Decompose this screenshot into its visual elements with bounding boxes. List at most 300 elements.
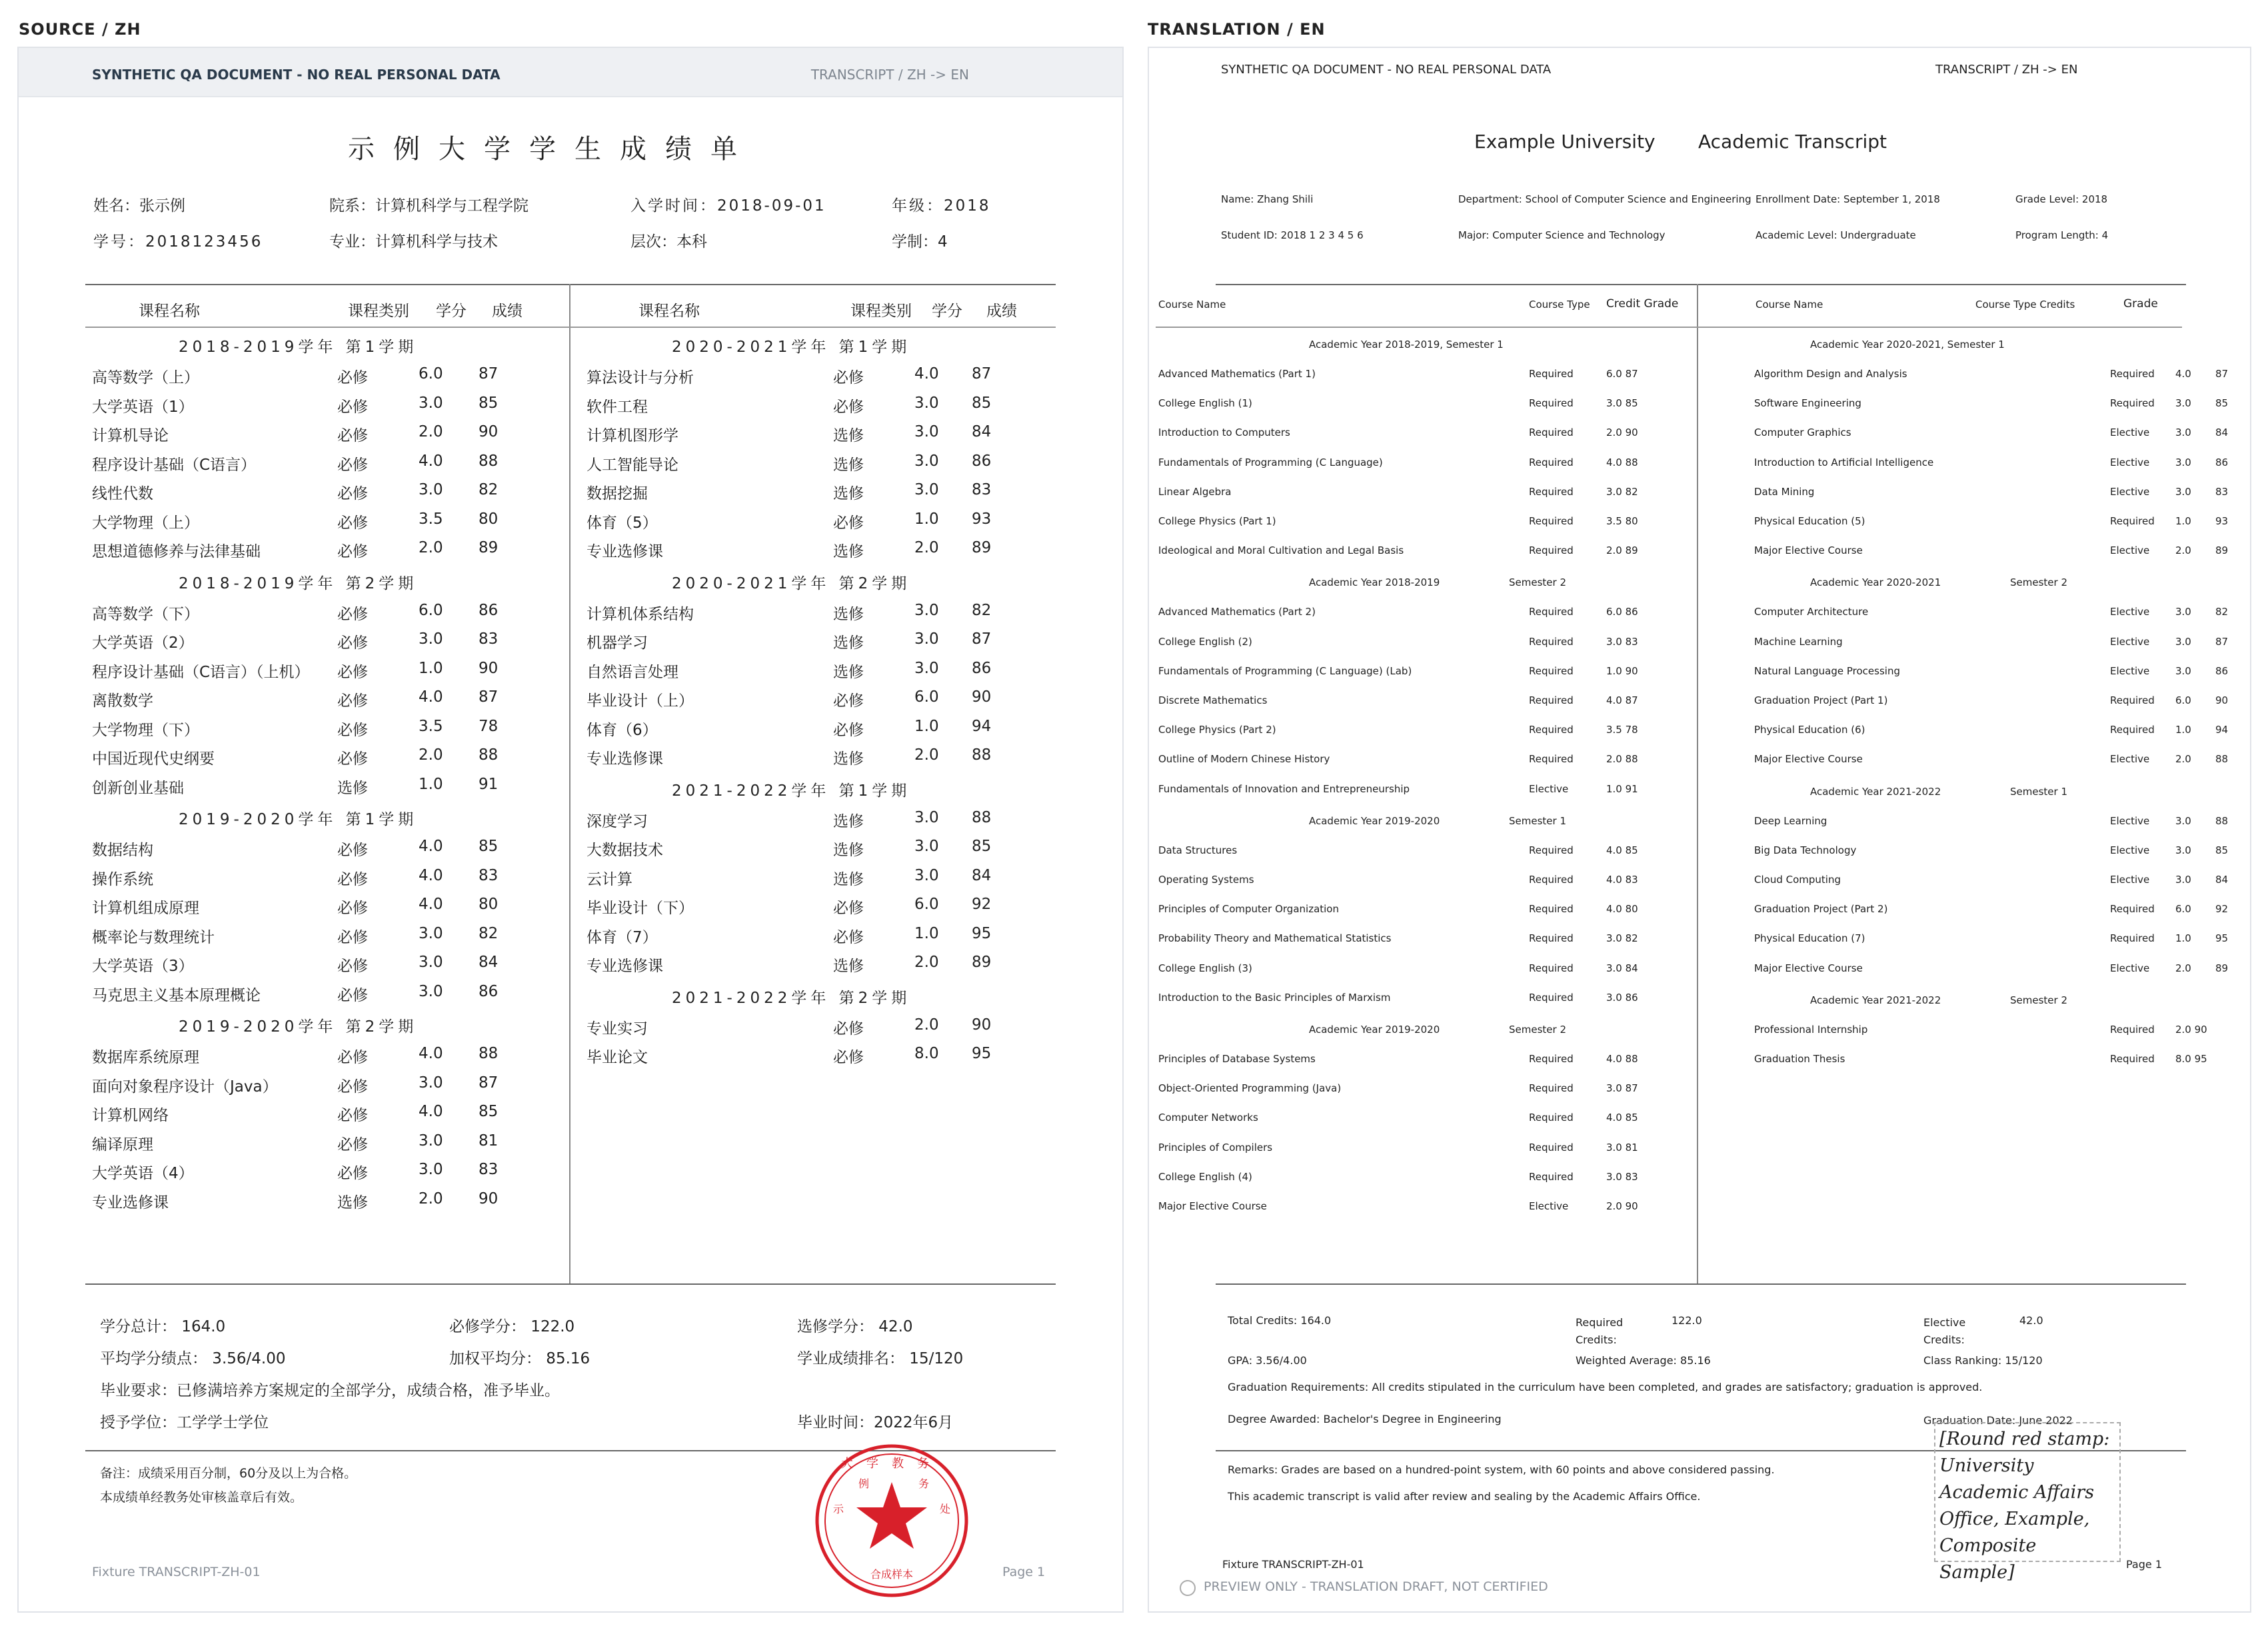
zh-remark-2: 本成绩单经教务处审核盖章后有效。	[100, 1490, 303, 1505]
zh-required-credits: 必修学分： 122.0	[449, 1318, 575, 1335]
en-course-credit: 2.0 90	[1606, 426, 1638, 439]
zh-course-grade: 85	[479, 1103, 499, 1120]
zh-course-credit: 6.0	[914, 896, 939, 913]
en-course-name: Principles of Database Systems	[1158, 1053, 1316, 1065]
en-course-credit: 3.0 82	[1606, 932, 1638, 945]
zh-course-grade: 87	[479, 1074, 499, 1092]
zh-semester-title: 2018-2019学年 第2学期	[179, 574, 418, 592]
en-semester-title: Academic Year 2021-2022	[1810, 785, 1941, 798]
en-course-type: Elective	[2110, 664, 2150, 677]
zh-course-credit: 3.0	[419, 924, 443, 942]
zh-course-type: 必修	[337, 900, 368, 917]
zh-total-credits: 学分总计： 164.0	[100, 1318, 226, 1335]
en-semester-title-2: Semester 2	[1509, 576, 1566, 589]
svg-text:例: 例	[858, 1477, 870, 1490]
en-course-name: Major Elective Course	[1754, 962, 1863, 974]
en-course-credit: 3.0	[2175, 664, 2191, 677]
zh-dept: 院系：计算机科学与工程学院	[329, 197, 529, 215]
en-semester-title: Academic Year 2018-2019	[1309, 576, 1440, 589]
en-course-type: Required	[1529, 544, 1574, 557]
zh-course-credit: 2.0	[419, 1190, 443, 1208]
en-course-credit: 6.0 86	[1606, 606, 1638, 618]
en-course-name: Fundamentals of Programming (C Language)	[1158, 456, 1383, 468]
zh-course-type: 必修	[337, 750, 368, 768]
en-course-name: Principles of Compilers	[1158, 1141, 1273, 1154]
en-course-name: Major Elective Course	[1754, 753, 1863, 766]
en-course-credit: 1.0 91	[1606, 782, 1638, 795]
zh-colhead-right-3: 成绩	[986, 303, 1017, 320]
en-required-label: Required Credits:	[1576, 1316, 1624, 1346]
en-course-credit: 4.0 88	[1606, 1053, 1638, 1065]
en-course-name: Linear Algebra	[1158, 485, 1232, 498]
zh-course-name: 大学物理（下）	[92, 721, 199, 739]
en-course-name: Graduation Project (Part 2)	[1754, 903, 1888, 916]
zh-course-credit: 3.0	[914, 394, 939, 412]
en-remark-1: Remarks: Grades are based on a hundred-point system, with 60 points and above considered passing.	[1228, 1463, 1775, 1476]
zh-course-credit: 2.0	[914, 954, 939, 971]
en-course-name: Natural Language Processing	[1754, 664, 1900, 677]
en-course-type: Elective	[2110, 426, 2150, 439]
zh-course-name: 大学英语（2）	[92, 634, 194, 652]
en-course-type: Required	[1529, 753, 1574, 766]
en-title-university: Example University	[1474, 131, 1656, 153]
zh-course-name: 大学英语（4）	[92, 1165, 194, 1182]
en-page-number: Page 1	[2126, 1558, 2162, 1571]
en-course-grade: 89	[2215, 962, 2229, 974]
zh-course-name: 体育（6）	[586, 721, 658, 739]
zh-course-name: 毕业设计（下）	[586, 900, 694, 917]
en-course-name: College English (3)	[1158, 962, 1252, 974]
zh-course-grade: 90	[972, 1016, 992, 1034]
en-course-credit: 4.0 85	[1606, 1112, 1638, 1124]
zh-course-credit: 4.0	[419, 1045, 443, 1062]
en-course-name: Principles of Computer Organization	[1158, 903, 1339, 916]
zh-course-type: 选修	[833, 634, 864, 652]
en-course-credit: 3.0 84	[1606, 962, 1638, 974]
zh-course-name: 专业选修课	[586, 958, 663, 975]
en-colhead-name-left: Course Name	[1158, 299, 1226, 311]
zh-course-type: 必修	[337, 958, 368, 975]
zh-semester-title: 2019-2020学年 第1学期	[179, 811, 418, 828]
zh-course-credit: 1.0	[914, 924, 939, 942]
zh-colhead-left-2: 学分	[436, 303, 467, 320]
translation-panel-label: TRANSLATION / EN	[1148, 20, 1326, 39]
zh-grade: 年级：2018	[892, 197, 991, 215]
zh-course-grade: 85	[972, 394, 992, 412]
en-course-name: Computer Architecture	[1754, 606, 1869, 618]
en-course-name: Ideological and Moral Cultivation and Legal Basis	[1158, 544, 1404, 557]
en-course-credit: 3.0	[2175, 814, 2191, 827]
zh-course-type: 选修	[833, 456, 864, 474]
en-semester-title-2: Semester 2	[2010, 994, 2067, 1006]
en-course-name: Computer Graphics	[1754, 426, 1851, 439]
zh-course-credit: 3.0	[914, 659, 939, 677]
zh-course-grade: 88	[479, 746, 499, 764]
en-course-grade: 85	[2215, 397, 2229, 410]
zh-major: 专业：计算机科学与技术	[329, 233, 498, 251]
zh-course-credit: 3.0	[419, 1074, 443, 1092]
en-course-grade: 93	[2215, 515, 2229, 527]
zh-course-grade: 84	[479, 954, 499, 971]
zh-course-grade: 82	[479, 924, 499, 942]
zh-course-type: 选修	[337, 1194, 368, 1212]
en-course-credit: 3.5 80	[1606, 515, 1638, 527]
zh-course-credit: 6.0	[419, 601, 443, 619]
zh-course-grade: 87	[972, 630, 992, 648]
zh-course-type: 选修	[833, 663, 864, 681]
zh-course-grade: 90	[479, 1190, 499, 1208]
zh-course-type: 必修	[833, 1049, 864, 1066]
en-course-credit: 4.0	[2175, 368, 2191, 380]
en-course-type: Elective	[1529, 782, 1569, 795]
en-course-name: Algorithm Design and Analysis	[1754, 368, 1907, 380]
zh-course-name: 软件工程	[586, 398, 648, 416]
zh-course-credit: 3.0	[914, 452, 939, 470]
zh-course-credit: 4.0	[419, 452, 443, 470]
zh-course-credit: 4.0	[914, 365, 939, 383]
zh-course-grade: 81	[479, 1132, 499, 1150]
zh-course-grade: 88	[479, 452, 499, 470]
en-course-credit: 2.0 88	[1606, 753, 1638, 766]
en-course-type: Required	[1529, 368, 1574, 380]
en-colhead-grade-right: Grade	[2123, 297, 2158, 311]
en-course-type: Required	[2110, 724, 2155, 736]
zh-course-type: 必修	[337, 456, 368, 474]
zh-course-name: 概率论与数理统计	[92, 928, 215, 946]
zh-course-grade: 87	[972, 365, 992, 383]
en-semester-title-2: Semester 2	[1509, 1024, 1566, 1036]
zh-course-grade: 90	[479, 423, 499, 440]
en-course-type: Required	[1529, 724, 1574, 736]
en-course-name: Fundamentals of Programming (C Language) (Lab)	[1158, 664, 1412, 677]
zh-course-type: 必修	[337, 634, 368, 652]
en-total-credits: Total Credits: 164.0	[1228, 1314, 1332, 1327]
zh-enroll: 入学时间：2018-09-01	[630, 197, 826, 215]
en-dept: Department: School of Computer Science and Engineering	[1458, 193, 1751, 205]
en-course-name: Major Elective Course	[1754, 544, 1863, 557]
zh-course-type: 必修	[337, 870, 368, 888]
en-course-name: Outline of Modern Chinese History	[1158, 753, 1330, 766]
en-course-type: Required	[1529, 874, 1574, 886]
en-course-name: Cloud Computing	[1754, 874, 1841, 886]
en-semester-title-2: Semester 1	[2010, 785, 2067, 798]
en-course-type: Required	[1529, 1082, 1574, 1095]
zh-title: 示例大学学生成绩单	[348, 134, 756, 165]
en-length: Program Length: 4	[2015, 229, 2109, 241]
en-course-credit: 3.0	[2175, 844, 2191, 856]
zh-course-name: 马克思主义基本原理概论	[92, 986, 261, 1004]
en-grade: Grade Level: 2018	[2015, 193, 2108, 205]
zh-course-name: 编译原理	[92, 1136, 153, 1154]
zh-course-credit: 3.0	[914, 838, 939, 855]
zh-course-name: 面向对象程序设计（Java）	[92, 1078, 278, 1096]
en-semester-title-2: Semester 2	[2010, 576, 2067, 589]
en-course-type: Required	[1529, 426, 1574, 439]
en-elective-value: 42.0	[2019, 1314, 2043, 1327]
zh-course-name: 线性代数	[92, 485, 153, 502]
zh-course-type: 选修	[833, 870, 864, 888]
en-course-credit: 1.0	[2175, 932, 2191, 945]
zh-colhead-left-1: 课程类别	[348, 303, 409, 320]
en-course-type: Required	[1529, 635, 1574, 648]
zh-course-type: 必修	[337, 1049, 368, 1066]
en-course-type: Required	[1529, 397, 1574, 410]
en-course-type: Required	[1529, 1112, 1574, 1124]
en-course-name: College Physics (Part 1)	[1158, 515, 1276, 527]
en-course-credit: 2.0 89	[1606, 544, 1638, 557]
zh-course-credit: 6.0	[914, 688, 939, 706]
en-course-name: College English (4)	[1158, 1170, 1252, 1183]
en-course-name: Machine Learning	[1754, 635, 1843, 648]
zh-course-type: 必修	[833, 900, 864, 917]
en-semester-title: Academic Year 2018-2019, Semester 1	[1309, 339, 1504, 351]
en-course-grade: 84	[2215, 426, 2229, 439]
zh-course-name: 专业实习	[586, 1020, 648, 1038]
zh-course-name: 深度学习	[586, 812, 648, 830]
en-course-credit: 3.0	[2175, 426, 2191, 439]
zh-course-type: 选修	[833, 958, 864, 975]
en-course-type: Required	[1529, 456, 1574, 468]
en-course-credit: 6.0	[2175, 694, 2191, 706]
zh-course-credit: 3.0	[914, 481, 939, 498]
source-panel-label: SOURCE / ZH	[19, 20, 141, 39]
en-course-type: Required	[2110, 368, 2155, 380]
en-course-grade: 88	[2215, 814, 2229, 827]
zh-colhead-left-0: 课程名称	[139, 303, 200, 320]
zh-course-type: 选修	[833, 750, 864, 768]
en-course-name: Physical Education (7)	[1754, 932, 1865, 945]
en-course-type: Elective	[1529, 1200, 1569, 1212]
zh-course-credit: 2.0	[914, 746, 939, 764]
en-course-grade: 85	[2215, 844, 2229, 856]
zh-course-type: 必修	[337, 986, 368, 1004]
zh-course-credit: 4.0	[419, 838, 443, 855]
zh-colhead-left-3: 成绩	[492, 303, 523, 320]
zh-course-grade: 91	[479, 775, 499, 793]
en-colhead-type-right: Course Type Credits	[1975, 299, 2075, 311]
zh-course-grade: 88	[972, 746, 992, 764]
zh-course-grade: 85	[479, 394, 499, 412]
zh-course-type: 必修	[833, 721, 864, 739]
zh-course-type: 必修	[337, 543, 368, 560]
zh-grad-requirements: 毕业要求：已修满培养方案规定的全部学分，成绩合格，准予毕业。	[100, 1382, 560, 1399]
en-course-credit: 1.0	[2175, 515, 2191, 527]
zh-course-name: 机器学习	[586, 634, 648, 652]
en-course-type: Required	[1529, 515, 1574, 527]
zh-course-credit: 3.0	[419, 394, 443, 412]
en-semester-title: Academic Year 2020-2021	[1810, 576, 1941, 589]
zh-class-rank: 学业成绩排名： 15/120	[797, 1350, 964, 1367]
zh-course-name: 创新创业基础	[92, 779, 184, 797]
zh-course-name: 高等数学（上）	[92, 369, 199, 387]
en-name: Name: Zhang Shili	[1221, 193, 1314, 205]
en-course-type: Elective	[2110, 606, 2150, 618]
zh-course-type: 选修	[833, 842, 864, 859]
zh-course-type: 必修	[833, 514, 864, 532]
zh-course-type: 必修	[337, 485, 368, 502]
en-colhead-name-right: Course Name	[1755, 299, 1823, 311]
en-course-name: Professional Internship	[1754, 1023, 1868, 1036]
en-course-type: Required	[1529, 991, 1574, 1004]
en-course-type: Required	[1529, 903, 1574, 916]
stamp-translation-note: [Round red stamp: University Academic Affairs Office, Example, Composite Sample]	[1934, 1422, 2121, 1562]
svg-text:大学教务: 大学教务	[841, 1457, 942, 1471]
en-course-type: Required	[1529, 1141, 1574, 1154]
zh-course-type: 必修	[337, 1165, 368, 1182]
zh-course-type: 必修	[337, 398, 368, 416]
en-course-type: Required	[1529, 932, 1574, 945]
zh-course-credit: 1.0	[419, 775, 443, 793]
en-course-name: Probability Theory and Mathematical Statistics	[1158, 932, 1392, 945]
zh-course-name: 人工智能导论	[586, 456, 678, 474]
zh-course-name: 思想道德修养与法律基础	[92, 543, 261, 560]
en-course-name: Introduction to Artificial Intelligence	[1754, 456, 1934, 468]
zh-course-name: 专业选修课	[586, 543, 663, 560]
svg-text:合成样本: 合成样本	[870, 1568, 914, 1581]
zh-course-type: 必修	[833, 1020, 864, 1038]
en-semester-title: Academic Year 2019-2020	[1309, 814, 1440, 827]
zh-course-name: 计算机导论	[92, 427, 169, 444]
zh-course-grade: 89	[972, 539, 992, 556]
zh-course-grade: 90	[479, 659, 499, 677]
en-course-name: Discrete Mathematics	[1158, 694, 1268, 706]
zh-course-grade: 92	[972, 896, 992, 913]
zh-id: 学号：2018123456	[93, 233, 263, 251]
en-elective-label: Elective Credits:	[1923, 1316, 1966, 1346]
zh-course-name: 大学英语（3）	[92, 958, 194, 975]
zh-course-grade: 83	[972, 481, 992, 498]
en-course-name: Physical Education (5)	[1754, 515, 1865, 527]
zh-course-credit: 4.0	[419, 688, 443, 706]
en-course-type: Elective	[2110, 844, 2150, 856]
zh-course-credit: 3.5	[419, 510, 443, 528]
zh-course-type: 必修	[337, 842, 368, 859]
zh-course-credit: 2.0	[914, 1016, 939, 1034]
en-course-type: Required	[1529, 962, 1574, 974]
zh-semester-title: 2019-2020学年 第2学期	[179, 1018, 418, 1036]
zh-colhead-right-1: 课程类别	[850, 303, 912, 320]
en-course-credit: 3.0	[2175, 606, 2191, 618]
zh-course-type: 必修	[337, 1136, 368, 1154]
zh-course-type: 必修	[337, 514, 368, 532]
zh-course-grade: 80	[479, 510, 499, 528]
zh-course-credit: 3.0	[419, 954, 443, 971]
zh-course-name: 大学英语（1）	[92, 398, 194, 416]
en-course-grade: 87	[2215, 368, 2229, 380]
en-course-type: Required	[2110, 694, 2155, 706]
zh-course-name: 体育（7）	[586, 928, 658, 946]
en-course-credit: 3.0	[2175, 485, 2191, 498]
en-course-grade: 84	[2215, 874, 2229, 886]
en-course-name: Advanced Mathematics (Part 1)	[1158, 368, 1316, 380]
zh-course-type: 必修	[337, 427, 368, 444]
en-course-type: Required	[1529, 694, 1574, 706]
zh-course-grade: 94	[972, 717, 992, 735]
en-course-type: Elective	[2110, 753, 2150, 766]
zh-course-grade: 82	[972, 601, 992, 619]
en-course-grade: 92	[2215, 903, 2229, 916]
en-course-name: Big Data Technology	[1754, 844, 1857, 856]
zh-course-type: 选修	[833, 605, 864, 623]
source-header-bar	[19, 48, 1122, 97]
zh-course-credit: 3.0	[419, 630, 443, 648]
zh-course-credit: 3.0	[914, 808, 939, 826]
en-colhead-type-left: Course Type	[1529, 299, 1590, 311]
zh-course-credit: 1.0	[914, 717, 939, 735]
en-course-type: Elective	[2110, 635, 2150, 648]
zh-name: 姓名：张示例	[93, 197, 185, 215]
en-course-grade: 90	[2215, 694, 2229, 706]
zh-course-credit: 6.0	[419, 365, 443, 383]
zh-course-credit: 8.0	[914, 1045, 939, 1062]
zh-course-name: 大数据技术	[586, 842, 663, 859]
zh-fixture-id: Fixture TRANSCRIPT-ZH-01	[92, 1565, 261, 1579]
en-course-grade: 95	[2215, 932, 2229, 945]
zh-course-type: 必修	[337, 369, 368, 387]
zh-course-name: 专业选修课	[92, 1194, 169, 1212]
en-course-credit: 2.0	[2175, 753, 2191, 766]
en-course-credit: 3.0 83	[1606, 1170, 1638, 1183]
source-document-page	[17, 47, 1124, 1613]
en-semester-title: Academic Year 2020-2021, Semester 1	[1810, 339, 2005, 351]
zh-course-grade: 78	[479, 717, 499, 735]
zh-colhead-right-0: 课程名称	[638, 303, 700, 320]
en-course-type: Required	[1529, 606, 1574, 618]
preview-radio[interactable]	[1180, 1580, 1196, 1596]
en-course-name: College English (1)	[1158, 397, 1252, 410]
zh-course-credit: 1.0	[419, 659, 443, 677]
zh-course-grade: 87	[479, 365, 499, 383]
zh-course-type: 必修	[833, 369, 864, 387]
zh-remark-1: 备注：成绩采用百分制，60分及以上为合格。	[100, 1466, 357, 1481]
en-id: Student ID: 2018 1 2 3 4 5 6	[1221, 229, 1364, 241]
zh-grad-date: 毕业时间：2022年6月	[797, 1414, 954, 1431]
zh-course-type: 必修	[337, 721, 368, 739]
en-course-name: Data Mining	[1754, 485, 1815, 498]
en-semester-title-2: Semester 1	[1509, 814, 1566, 827]
zh-semester-title: 2021-2022学年 第2学期	[672, 989, 911, 1007]
zh-course-credit: 3.5	[419, 717, 443, 735]
zh-course-grade: 83	[479, 866, 499, 884]
zh-course-credit: 4.0	[419, 866, 443, 884]
en-course-name: Deep Learning	[1754, 814, 1827, 827]
en-course-type: Required	[1529, 664, 1574, 677]
en-course-type: Elective	[2110, 814, 2150, 827]
zh-course-grade: 87	[479, 688, 499, 706]
zh-course-credit: 3.0	[914, 601, 939, 619]
zh-course-type: 必修	[337, 663, 368, 681]
transcript-tag-en: TRANSCRIPT / ZH -> EN	[1935, 63, 2078, 77]
zh-course-name: 数据挖掘	[586, 485, 648, 502]
zh-course-type: 选修	[337, 779, 368, 797]
en-course-credit: 3.0 83	[1606, 635, 1638, 648]
en-course-name: Major Elective Course	[1158, 1200, 1267, 1212]
zh-course-grade: 89	[972, 954, 992, 971]
en-course-credit: 3.0 87	[1606, 1082, 1638, 1095]
zh-semester-title: 2020-2021学年 第2学期	[672, 574, 911, 592]
en-weighted-average: Weighted Average: 85.16	[1576, 1354, 1711, 1367]
en-course-name: Data Structures	[1158, 844, 1238, 856]
zh-course-type: 必修	[337, 928, 368, 946]
zh-course-grade: 80	[479, 896, 499, 913]
zh-course-credit: 3.0	[914, 630, 939, 648]
en-course-type: Required	[1529, 485, 1574, 498]
en-course-credit: 4.0 88	[1606, 456, 1638, 468]
en-course-type: Required	[2110, 515, 2155, 527]
transcript-tag: TRANSCRIPT / ZH -> EN	[810, 67, 969, 83]
zh-course-credit: 3.0	[419, 481, 443, 498]
en-course-name: Computer Networks	[1158, 1112, 1258, 1124]
